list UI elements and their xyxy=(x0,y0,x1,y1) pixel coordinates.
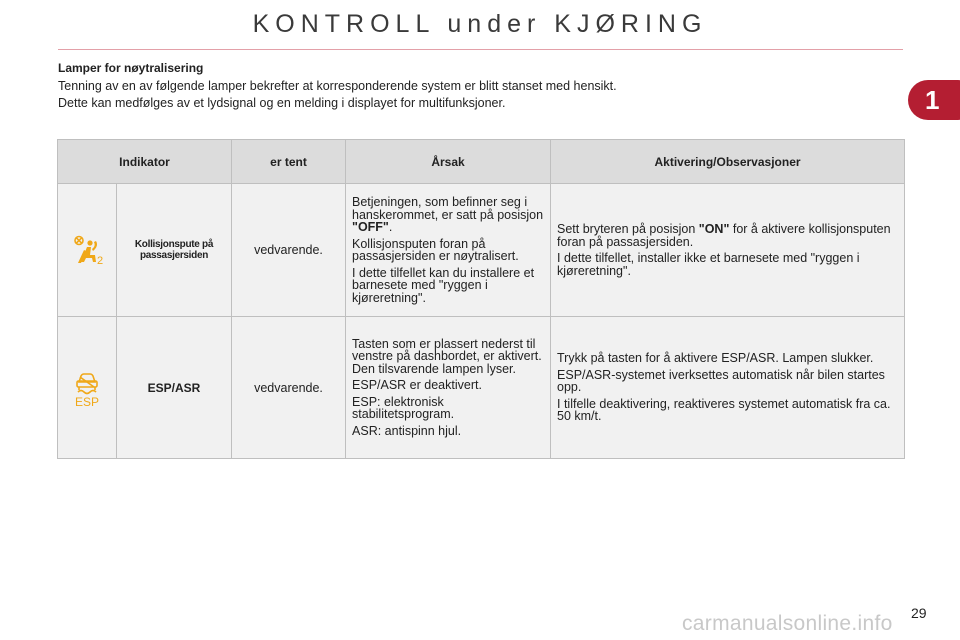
page-number: 29 xyxy=(911,605,927,621)
indicator-name: passasjersiden xyxy=(139,250,209,261)
action-paragraph: I dette tilfellet, installer ikke et barnesete med "ryggen i kjøreretning". xyxy=(557,251,860,278)
cause-paragraph: I dette tilfellet kan du installere et barnesete med "ryggen i kjøreretning". xyxy=(352,265,535,305)
indicator-state: vedvarende. xyxy=(232,317,346,459)
indicator-icon-cell xyxy=(58,317,117,459)
indicator-cause xyxy=(346,317,551,459)
header-indicator: Indikator xyxy=(58,140,232,184)
action-paragraph: ESP/ASR-systemet iverksettes automatisk når bilen startes opp. xyxy=(557,367,885,395)
intro-line: Dette kan medfølges av et lydsignal og en melding i displayet for multifunksjoner. xyxy=(58,96,506,110)
cause-paragraph: Tasten som er plassert nederst til venstre på dashbordet, er aktivert. Den tilsvarende lampen lyser. xyxy=(352,336,542,376)
action-paragraph: Sett bryteren på posisjon "ON" for å aktivere kollisjonsputen foran på passasjersiden. xyxy=(557,222,891,249)
chapter-badge[interactable]: 1 xyxy=(908,80,960,120)
action-paragraph: I tilfelle deaktivering, reaktiveres systemet automatisk fra ca. 50 km/t. xyxy=(557,396,891,424)
title-divider xyxy=(58,49,903,50)
svg-text:2: 2 xyxy=(97,255,104,265)
action-paragraph: Trykk på tasten for å aktivere ESP/ASR. Lampen slukker. xyxy=(557,351,874,366)
cause-paragraph: ESP/ASR er deaktivert. xyxy=(352,378,482,393)
header-cause: Årsak xyxy=(346,140,551,184)
indicator-name-cell xyxy=(117,317,232,459)
cause-paragraph: ESP: elektronisk stabilitetsprogram. xyxy=(352,394,455,422)
header-activation: Aktivering/Observasjoner xyxy=(551,140,905,184)
indicator-icon-cell xyxy=(58,184,117,317)
indicator-action xyxy=(551,184,905,317)
watermark: carmanualsonline.info xyxy=(682,612,893,635)
indicator-action xyxy=(551,317,905,459)
indicator-cause xyxy=(346,184,551,317)
indicator-name-cell xyxy=(117,184,232,317)
table-row xyxy=(58,317,905,459)
intro-line: Tenning av en av følgende lamper bekrefter at korresponderende system er blitt stanset med hensikt. xyxy=(58,79,617,93)
cause-paragraph: Betjeningen, som befinner seg i hanskerommet, er satt på posisjon "OFF". xyxy=(352,195,544,234)
header-lit: er tent xyxy=(232,140,346,184)
indicator-name: ESP/ASR xyxy=(147,380,201,395)
cause-paragraph: Kollisjonsputen foran på passasjersiden er nøytralisert. xyxy=(352,236,519,263)
table-header-row xyxy=(58,140,905,184)
indicator-table xyxy=(57,139,905,459)
passenger-airbag-off-icon xyxy=(70,235,104,265)
esp-off-icon xyxy=(70,368,104,408)
cause-paragraph: ASR: antispinn hjul. xyxy=(352,423,462,438)
indicator-name: Kollisjonspute på xyxy=(134,239,214,250)
page-title: KONTROLL under KJØRING xyxy=(252,10,708,38)
section-heading: Lamper for nøytralisering xyxy=(58,61,204,75)
intro-text xyxy=(58,78,617,112)
indicator-state: vedvarende. xyxy=(232,184,346,317)
svg-text:ESP: ESP xyxy=(74,394,100,408)
table-row xyxy=(58,184,905,317)
